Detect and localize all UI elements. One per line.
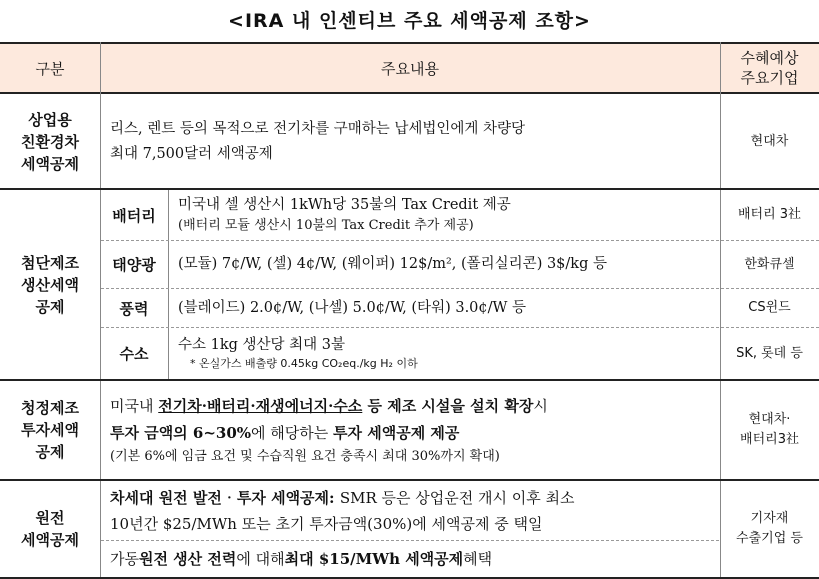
category-line: 친환경차 [21,132,79,151]
content-battery [168,190,720,240]
category-commercial-ev [0,94,100,189]
content-line: 투자 금액의 6~30%에 해당하는 투자 세액공제 제공 [110,424,460,442]
content-line: 미국내 전기차·배터리·재생에너지·수소 등 제조 시설을 설치 확장시 [110,397,548,415]
content-line: (배터리 모듈 생산시 10불의 Tax Credit 추가 제공) [178,218,474,233]
content-clean-manufacturing [100,381,720,479]
category-line: 생산세액 [21,276,79,294]
company-hydrogen: SK, 롯데 등 [736,345,803,361]
content-line: 수소 1kg 생산당 최대 3불 [178,336,346,353]
company-wind: CS윈드 [748,300,791,315]
category-line: 원전 [35,509,65,527]
company-nuclear: 기자재 수출기업 등 [736,511,803,546]
category-line: 공제 [35,298,65,316]
header-beneficiary-line1: 수혜예상 [740,49,799,67]
company-battery: 배터리 3社 [737,207,802,222]
content-nuclear-production: 가동 원전 생산 전력 에 대해 최대 $15/MWh 세액공제 혜택 [110,549,493,568]
content-solar: (모듈) 7¢/W, (셀) 4¢/W, (웨이퍼) 12$/m², (폴리실리콘) 3$/kg 등 [178,256,607,272]
footnote: * 온실가스 배출량 0.45kg CO₂eq./kg H₂ 이하 [190,356,418,370]
content-line: 미국내 셀 생산시 1kWh당 35불의 Tax Credit 제공 [178,197,511,213]
content-hydrogen [168,328,720,379]
category-line: 청정제조 [21,399,79,417]
category-line: 세액공제 [21,531,79,549]
category-clean-manufacturing [0,381,100,479]
content-commercial-ev [100,94,720,189]
category-nuclear [0,481,100,577]
header-beneficiary [720,42,819,94]
sub-wind: 풍력 [119,299,149,318]
content-wind: (블레이드) 2.0¢/W, (나셀) 5.0¢/W, (타워) 3.0¢/W 등 [178,299,527,316]
category-line: 공제 [35,443,65,461]
content-line: (기본 6%에 임금 요건 및 수습직원 요건 충족시 최대 30%까지 확대) [110,449,500,464]
content-line: 10년간 $25/MWh 또는 초기 투자금액(30%)에 세액공제 중 택일 [110,514,543,533]
category-advanced-manufacturing [0,190,100,380]
page-title: <IRA 내 인센티브 주요 세액공제 조항> [228,10,591,32]
sub-solar: 태양광 [112,256,156,274]
content-nuclear-investment [100,481,720,540]
header-beneficiary-line2: 주요기업 [740,69,799,87]
content-line: 최대 7,500달러 세액공제 [110,145,273,162]
sub-battery: 배터리 [112,206,156,225]
company-solar: 한화큐셀 [744,256,795,272]
company-commercial-ev: 현대차 [750,133,789,149]
company-clean-manufacturing: 현대차· 배터리3社 [740,412,799,447]
content-line: 차세대 원전 발전‧투자 세액공제: SMR 등은 상업운전 개시 이후 최소 [110,488,575,507]
header-content: 주요내용 [381,59,439,78]
category-line: 상업용 [28,110,72,129]
category-line: 첨단제조 [21,254,79,272]
category-line: 투자세액 [21,421,79,439]
sub-hydrogen: 수소 [119,345,149,363]
category-line: 세액공제 [21,154,79,173]
content-line: 리스, 렌트 등의 목적으로 전기차를 구매하는 납세법인에게 차량당 [110,120,526,137]
header-category: 구분 [35,59,65,78]
incentive-table [0,42,819,579]
